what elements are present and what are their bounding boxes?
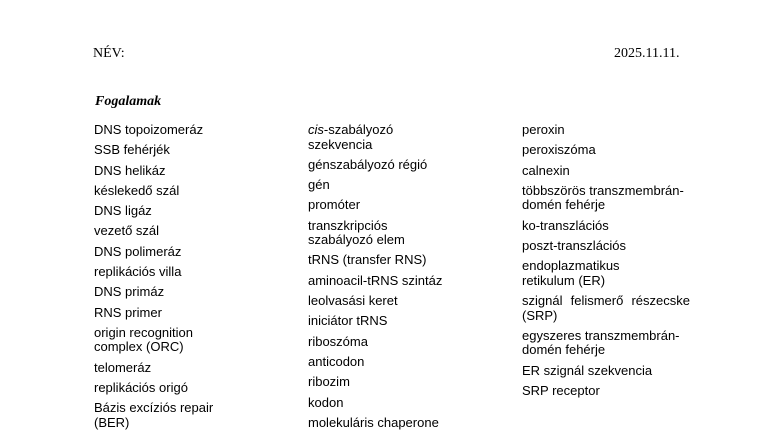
term-item: origin recognition complex (ORC) (94, 324, 194, 355)
term-item: peroxin (522, 122, 565, 137)
term-item: egyszeres transzmembrán-domén fehérje (522, 327, 680, 358)
term-item: poszt-transzlációs (522, 237, 627, 253)
term-item: vezető szál (94, 223, 160, 239)
term-item: cis-szabályozó szekvencia (308, 122, 394, 152)
term-item: SRP receptor (522, 382, 600, 398)
term-item: DNS helikáz (94, 162, 166, 178)
term-item: endoplazmatikus retikulum (ER) (522, 258, 620, 288)
term-item: calnexin (522, 162, 570, 178)
term-item: riboszóma (308, 333, 368, 349)
term-item: DNS topoizomeráz (94, 122, 204, 137)
term-item: ribozim (308, 374, 350, 390)
term-item: transzkripciós szabályozó elem (308, 217, 405, 248)
term-item: RNS primer (94, 304, 162, 320)
section-title: Fogalamak (95, 94, 162, 109)
terms-column-2 (308, 123, 513, 436)
term-item: DNS ligáz (94, 203, 152, 219)
term-item: iniciátor tRNS (308, 313, 388, 329)
term-item: tRNS (transfer RNS) (308, 252, 427, 268)
term-item: leolvasási keret (308, 293, 398, 309)
term-item: Bázis excíziós repair (BER) (94, 400, 214, 430)
term-item: gén (308, 177, 330, 193)
term-item: kodon (308, 394, 344, 410)
terms-column-3 (522, 123, 697, 404)
term-item: SSB fehérjék (94, 142, 170, 158)
term-item: peroxiszóma (522, 142, 596, 158)
term-item: ER szignál szekvencia (522, 362, 653, 378)
term-item: DNS primáz (94, 284, 165, 300)
term-item: promóter (308, 197, 361, 213)
term-item: telomeráz (94, 359, 152, 375)
term-item: ko-transzlációs (522, 217, 609, 233)
term-item: többszörös transzmembrán-domén fehérje (522, 182, 684, 213)
term-item: aminoacil-tRNS szintáz (308, 272, 443, 288)
date: 2025.11.11. (614, 46, 680, 61)
term-item: szignál felismerő részecske (SRP) (522, 293, 690, 323)
term-item: késlekedő szál (94, 182, 180, 198)
term-item: replikációs villa (94, 264, 182, 280)
term-item: replikációs origó (94, 380, 188, 396)
name-label: NÉV: (93, 46, 125, 61)
term-item: molekuláris chaperone (308, 414, 439, 430)
term-item: DNS polimeráz (94, 243, 182, 259)
term-item: génszabályozó régió (308, 156, 428, 172)
terms-column-1 (94, 123, 299, 436)
term-item: anticodon (308, 353, 365, 369)
